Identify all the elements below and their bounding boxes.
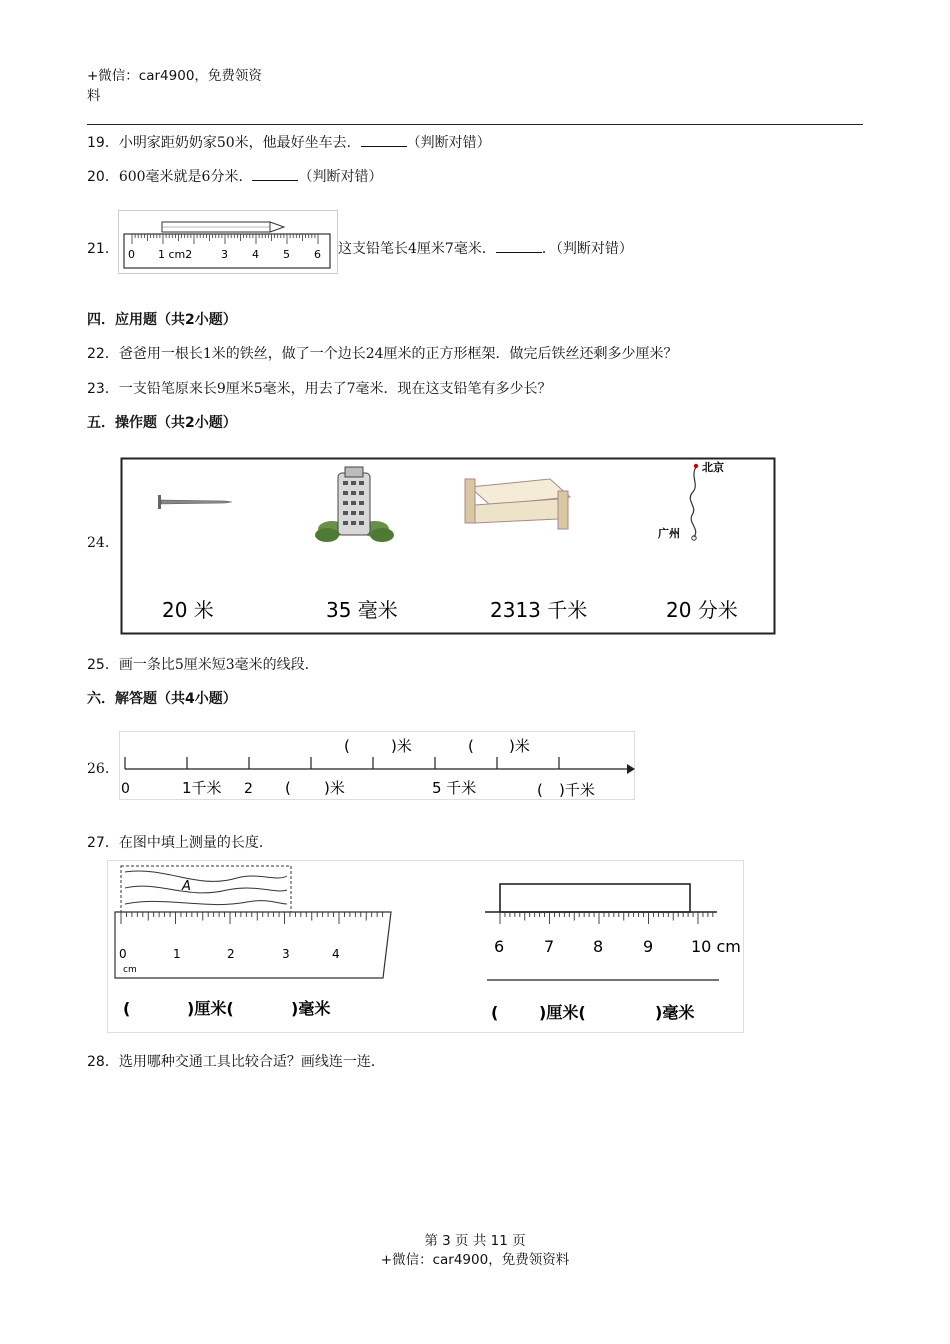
measured-bar — [500, 884, 690, 912]
pencil-icon — [162, 222, 284, 232]
ruler-label-3: 3 — [221, 248, 228, 261]
question-number: 28． — [87, 1054, 119, 1070]
ruler-label-1: 1 cm2 — [158, 248, 193, 261]
left-answer-open: ( — [123, 999, 131, 1018]
question-tail: （判断对错） — [406, 135, 491, 151]
question-text: 一支铅笔原来长9厘米5毫米，用去了7毫米．现在这支铅笔有多少长？ — [118, 381, 552, 397]
header-ad — [87, 66, 287, 106]
nl-blank-open: ( — [285, 779, 291, 797]
answer-blank[interactable] — [361, 134, 407, 147]
question-23 — [87, 378, 552, 398]
question-number: 20． — [87, 169, 119, 185]
answer-blank[interactable] — [252, 168, 298, 181]
question-number: 27． — [87, 835, 119, 851]
nl-label-0: 0 — [121, 781, 130, 797]
question-26-number: 26. — [87, 761, 110, 777]
measurement-figure — [107, 860, 745, 1034]
left-answer-cm: )厘米( — [187, 999, 234, 1018]
left-ruler-3: 3 — [282, 947, 290, 961]
question-tail: （判断对错） — [298, 169, 383, 185]
question-number: 23． — [87, 381, 119, 397]
nl-blank-unit-km: )千米 — [559, 781, 595, 799]
question-24-number: 24. — [87, 535, 110, 551]
question-28 — [87, 1051, 385, 1071]
question-21 — [338, 238, 633, 258]
question-22 — [87, 343, 678, 363]
nl-top-blank-unit-2: )米 — [509, 737, 530, 755]
pencil-ruler-figure — [118, 210, 338, 274]
wood-shape-a — [121, 866, 291, 912]
right-answer-mm: )毫米 — [655, 1003, 695, 1022]
question-number: 25． — [87, 657, 119, 673]
question-text: 选用哪种交通工具比较合适？画线连一连． — [118, 1054, 385, 1070]
question-text: 画一条比5厘米短3毫米的线段． — [118, 657, 319, 673]
shape-label-a: A — [182, 879, 191, 894]
nl-top-blank-unit-1: )米 — [391, 737, 412, 755]
nl-blank-open-2: ( — [537, 781, 543, 799]
header-ad-line1: +微信：car4900，免费领资 — [87, 68, 262, 84]
question-19 — [87, 132, 491, 152]
question-20 — [87, 166, 382, 186]
question-text: 在图中填上测量的长度． — [118, 835, 273, 851]
nl-label-2: 2 — [244, 781, 253, 797]
nl-label-5km: 5 千米 — [432, 779, 477, 797]
question-number: 22． — [87, 346, 119, 362]
left-answer-mm: )毫米 — [291, 999, 331, 1018]
map-label-guangzhou: 广州 — [658, 527, 680, 540]
ruler-label-0: 0 — [128, 248, 135, 261]
header-ad-line2: 料 — [87, 88, 101, 104]
question-27 — [87, 832, 273, 852]
number-line-figure — [119, 731, 637, 801]
nl-blank-unit-m: )米 — [324, 779, 345, 797]
question-text: 小明家距奶奶家50米，他最好坐车去． — [118, 135, 361, 151]
right-ruler-8: 8 — [593, 937, 604, 956]
section-6-title: 六．解答题（共4小题） — [87, 691, 237, 707]
footer-ad: +微信：car4900，免费领资料 — [380, 1252, 570, 1268]
question-text: 600毫米就是6分米． — [118, 169, 253, 185]
right-ruler-9: 9 — [643, 937, 654, 956]
left-ruler-2: 2 — [227, 947, 235, 961]
page-number: 第 3 页 共 11 页 — [424, 1233, 526, 1249]
unit-matching-figure — [120, 457, 776, 635]
left-ruler-1: 1 — [173, 947, 181, 961]
right-ruler-6: 6 — [494, 937, 505, 956]
unit-option-2: 35 毫米 — [326, 598, 398, 622]
question-text: 这支铅笔长4厘米7毫米． — [338, 241, 496, 257]
right-answer-open: ( — [491, 1003, 499, 1022]
nl-top-blank-open-1: ( — [344, 737, 350, 755]
answer-blank[interactable] — [496, 240, 542, 253]
ruler-label-5: 5 — [283, 248, 290, 261]
nl-top-blank-open-2: ( — [468, 737, 474, 755]
question-number: 19． — [87, 135, 119, 151]
question-21-number: 21． — [87, 241, 119, 257]
left-ruler-0: 0 — [119, 947, 127, 961]
left-ruler-icon — [115, 912, 391, 978]
ruler-label-6: 6 — [314, 248, 321, 261]
header-divider — [87, 124, 863, 125]
section-4-title: 四．应用题（共2小题） — [87, 312, 237, 328]
left-ruler-unit: cm — [123, 965, 137, 975]
nl-label-1km: 1千米 — [182, 779, 222, 797]
ruler-label-4: 4 — [252, 248, 259, 261]
unit-option-4: 20 分米 — [666, 598, 738, 622]
map-label-beijing: 北京 — [702, 461, 724, 474]
left-ruler-4: 4 — [332, 947, 340, 961]
right-answer-cm: )厘米( — [539, 1003, 586, 1022]
question-tail: ．（判断对错） — [541, 241, 633, 257]
section-5-title: 五．操作题（共2小题） — [87, 415, 237, 431]
unit-option-1: 20 米 — [162, 598, 214, 622]
unit-option-3: 2313 千米 — [490, 598, 588, 622]
question-25 — [87, 654, 319, 674]
question-text: 爸爸用一根长1米的铁丝，做了一个边长24厘米的正方形框架．做完后铁丝还剩多少厘米？ — [118, 346, 678, 362]
right-ruler-10cm: 10 cm — [691, 937, 741, 956]
right-ruler-7: 7 — [544, 937, 555, 956]
